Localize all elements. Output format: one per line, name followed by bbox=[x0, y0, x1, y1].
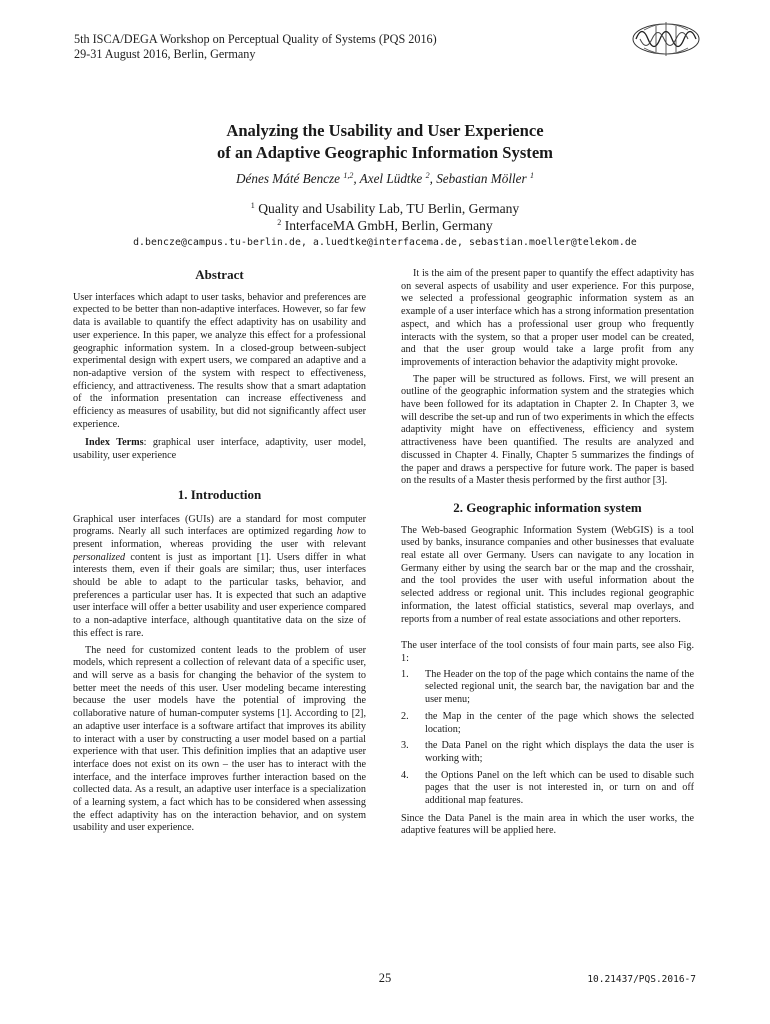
abstract-text: User interfaces which adapt to user tasks, behavior and preferences are expected to be better than non-adaptive interfaces. However, so far few data is available to quantify the effect adaptivity has on usability and user experience. In this paper, we analyze this effect for a professional geographic information system. In a closed-group between-subject experimental design with expert users, we compared an adaptive and a non-adaptive version of the system with respect to effectiveness, efficiency, and attractiveness. The results show that a smart adaptation of the information presentation can increase effectiveness and efficiency as measures of usability, but did not significantly affect user experience. bbox=[73, 291, 366, 430]
author-name: Dénes Máté Bencze bbox=[236, 171, 341, 186]
affiliation-mark: 2 bbox=[277, 218, 282, 227]
index-terms bbox=[73, 437, 366, 462]
intro-text: content is just as important [1]. Users differ in what interests them, even if their goals are similar; thus, user interfaces should be able to adapt to the particular tasks, behavior, and preferences a particular user has. It is expected that such an adaptive user interface will offer a better usability and user experience compared to a non-adaptive interface, although quantitative data on the size of this effect is rare. bbox=[73, 551, 366, 639]
right-column bbox=[401, 268, 694, 838]
intro-text: to present information, whereas providing the user with relevant bbox=[73, 526, 366, 550]
ui-parts-list bbox=[401, 669, 694, 808]
conference-date: 29-31 August 2016, Berlin, Germany bbox=[74, 47, 256, 61]
affiliation-2 bbox=[0, 217, 770, 234]
affiliations bbox=[0, 200, 770, 234]
list-text: the Options Panel on the left which can be used to disable such pages that the user is not interested in, or turn on and off additional map features. bbox=[425, 769, 694, 807]
intro-text: Graphical user interfaces (GUIs) are a standard for most computer programs. Nearly all such interfaces are optimized regarding bbox=[73, 513, 366, 538]
emphasis-how: how bbox=[336, 526, 354, 538]
title-line-1: Analyzing the Usability and User Experience bbox=[226, 121, 544, 140]
structure-paragraph: The paper will be structured as follows. First, we will present an outline of the geographic information system and the strategies which have been followed for its adaptation in Chapter 2. In Chapter 3, we will describe the set-up and run of two experiments in which the effects adaptivity might have on effectiveness, efficiency and system attractiveness have been quantified. The results are analyzed and discussed in Chapter 4. Finally, Chapter 5 summarizes the findings of the paper and draws a perspective for future work. The paper is based on the results of a Master thesis performed by the first author [3]. bbox=[401, 373, 694, 487]
author-name: Sebastian Möller bbox=[436, 171, 527, 186]
gis-paragraph-1: The Web-based Geographic Information System (WebGIS) is a tool used by banks, insurance companies and other businesses that evaluate real estate all over Germany. Users can navigate to any location in Germany either by using the search bar or the map and the crosshair, and the tool provides the user with useful information about the selected address or regional unit. This includes regional geographic information, the latest official statistics, several map overlays, and reports from a number of real estate associations and other reporters. bbox=[401, 524, 694, 625]
page-number: 25 bbox=[378, 971, 392, 985]
left-column bbox=[73, 269, 366, 835]
affiliation-mark: 1 bbox=[250, 201, 255, 210]
list-number: 2. bbox=[401, 710, 409, 722]
workshop-logo-icon bbox=[630, 16, 702, 62]
author-affiliation-mark: 1,2 bbox=[343, 171, 354, 180]
intro-paragraph-2: The need for customized content leads to the problem of user models, which represent a collection of relevant data of a specific user, and will serve as a basis for changing the behavior of the system to better meet the needs of this user. User modeling became interesting because the user models have the potential of improving the collaborative nature of human-computer systems [1]. According to [2], an adaptive user interface is a software artifact that improves its ability to interact with a user by constructing a user model based on a partial experience with that user. This definition implies that an adaptive user interface does not exist on its own – the user has to interact with the interface, and the interface improves further interaction based on the collected data. As a result, an adaptive user interface is a specialization of a learning system, a fact which has to be considered when assessing the effect adaptivity has on the interaction behavior, and on system usability and user experience. bbox=[73, 644, 366, 834]
author-affiliation-mark: 1 bbox=[529, 171, 534, 180]
gis-heading: 2. Geographic information system bbox=[453, 499, 642, 515]
list-item bbox=[401, 770, 694, 808]
index-terms-text: : graphical user interface, adaptivity, user model, usability, user experience bbox=[73, 437, 366, 462]
intro-paragraph-1 bbox=[73, 514, 366, 641]
list-number: 3. bbox=[401, 740, 409, 752]
list-item bbox=[401, 669, 694, 707]
emphasis-personalized: personalized bbox=[73, 551, 126, 563]
doi: 10.21437/PQS.2016-7 bbox=[587, 974, 696, 985]
list-number: 4. bbox=[401, 769, 409, 781]
title-line-2: of an Adaptive Geographic Information System bbox=[216, 143, 554, 162]
list-text: the Data Panel on the right which displays the data the user is working with; bbox=[425, 740, 694, 764]
conference-header bbox=[74, 32, 437, 62]
aim-paragraph: It is the aim of the present paper to quantify the effect adaptivity has on several aspects of usability and user experience. For this purpose, we selected a professional geographic information system as an example of a user interface which has a strong information presentation aspect, and which has a professional user group who frequently interacts with the system, so that a proper user model can be created, and that the user group would take a large profit from any improvements of interaction behavior the adaptivity might provoke. bbox=[401, 268, 694, 368]
paper-title bbox=[0, 120, 770, 164]
author-emails: d.bencze@campus.tu-berlin.de, a.luedtke@interfacema.de, sebastian.moeller@telekom.de bbox=[133, 237, 637, 248]
index-terms-label: Index Terms bbox=[85, 437, 144, 449]
list-item bbox=[401, 740, 694, 765]
gis-paragraph-2: The user interface of the tool consists of four main parts, see also Fig. 1: bbox=[401, 640, 694, 664]
introduction-heading: 1. Introduction bbox=[177, 486, 262, 502]
author-list: Dénes Máté Bencze $^{1,2}$, Axel Lüdtke $^2$, Sebastian Möller $^1$ bbox=[236, 171, 534, 186]
affiliation-text: InterfaceMA GmbH, Berlin, Germany bbox=[284, 218, 493, 233]
affiliation-text: Quality and Usability Lab, TU Berlin, Germany bbox=[258, 201, 520, 216]
list-text: the Map in the center of the page which shows the selected location; bbox=[425, 710, 694, 735]
list-text: The Header on the top of the page which contains the name of the selected regional unit, the search bar, the navigation bar and the user menu; bbox=[425, 668, 694, 706]
gis-paragraph-3: Since the Data Panel is the main area in which the user works, the adaptive features will be applied here. bbox=[401, 812, 694, 837]
author-name: Axel Lüdtke bbox=[359, 171, 423, 186]
conference-name: 5th ISCA/DEGA Workshop on Perceptual Quality of Systems (PQS 2016) bbox=[74, 32, 437, 46]
author-affiliation-mark: 2 bbox=[425, 171, 430, 180]
list-number: 1. bbox=[401, 668, 409, 680]
list-item bbox=[401, 711, 694, 736]
affiliation-1 bbox=[0, 200, 770, 217]
abstract-heading: Abstract bbox=[195, 267, 244, 282]
